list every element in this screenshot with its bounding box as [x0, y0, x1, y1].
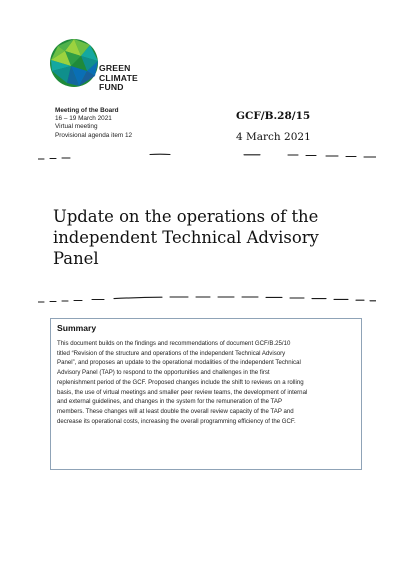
title-line-2: independent Technical Advisory: [53, 228, 319, 247]
summary-line: members. These changes will at least double the overall review capacity of the TAP and: [57, 407, 294, 415]
logo-wordmark: [99, 64, 138, 93]
title-line-1: Update on the operations of the: [53, 207, 319, 226]
document-title: [53, 206, 373, 269]
document-reference: GCF/B.28/15: [236, 110, 311, 122]
logo-line-climate: CLIMATE: [99, 72, 138, 83]
green-climate-fund-globe-icon: [49, 38, 99, 88]
summary-line: Panel”, and proposes an update to the operational modalities of the independent Technical: [57, 359, 301, 367]
logo-line-fund: FUND: [99, 82, 124, 93]
summary-line: replenishment period of the GCF. Proposed changes include the shift to reviews on a rolling: [57, 378, 304, 386]
bottom-divider: [38, 294, 376, 304]
meeting-format: Virtual meeting: [55, 123, 98, 131]
logo-line-green: GREEN: [99, 63, 131, 73]
summary-body: [57, 339, 355, 426]
summary-line: basis, the use of virtual meetings and smaller peer review teams, the development of internal: [57, 388, 308, 396]
summary-line: titled “Revision of the structure and operations of the independent Technical Advisory: [57, 349, 286, 357]
summary-line: This document builds on the findings and recommendations of document GCF/B.25/10: [57, 340, 291, 347]
summary-line: decrease its operational costs, increasing the overall programming efficiency of the GCF.: [57, 417, 296, 425]
top-divider: [38, 152, 376, 162]
document-date: 4 March 2021: [236, 131, 311, 143]
title-line-3: Panel: [53, 249, 99, 268]
summary-line: Advisory Panel (TAP) to respond to the opportunities and challenges in the first: [57, 369, 270, 377]
summary-box: [50, 318, 362, 470]
summary-heading: Summary: [57, 323, 97, 333]
meeting-agenda: Provisional agenda item 12: [55, 131, 133, 139]
meeting-info: [55, 107, 132, 140]
meeting-title: Meeting of the Board: [55, 107, 119, 114]
meeting-dates: 16 – 19 March 2021: [55, 115, 112, 123]
summary-line: and external guidelines, and changes in the system for the remuneration of the TAP: [57, 398, 283, 406]
